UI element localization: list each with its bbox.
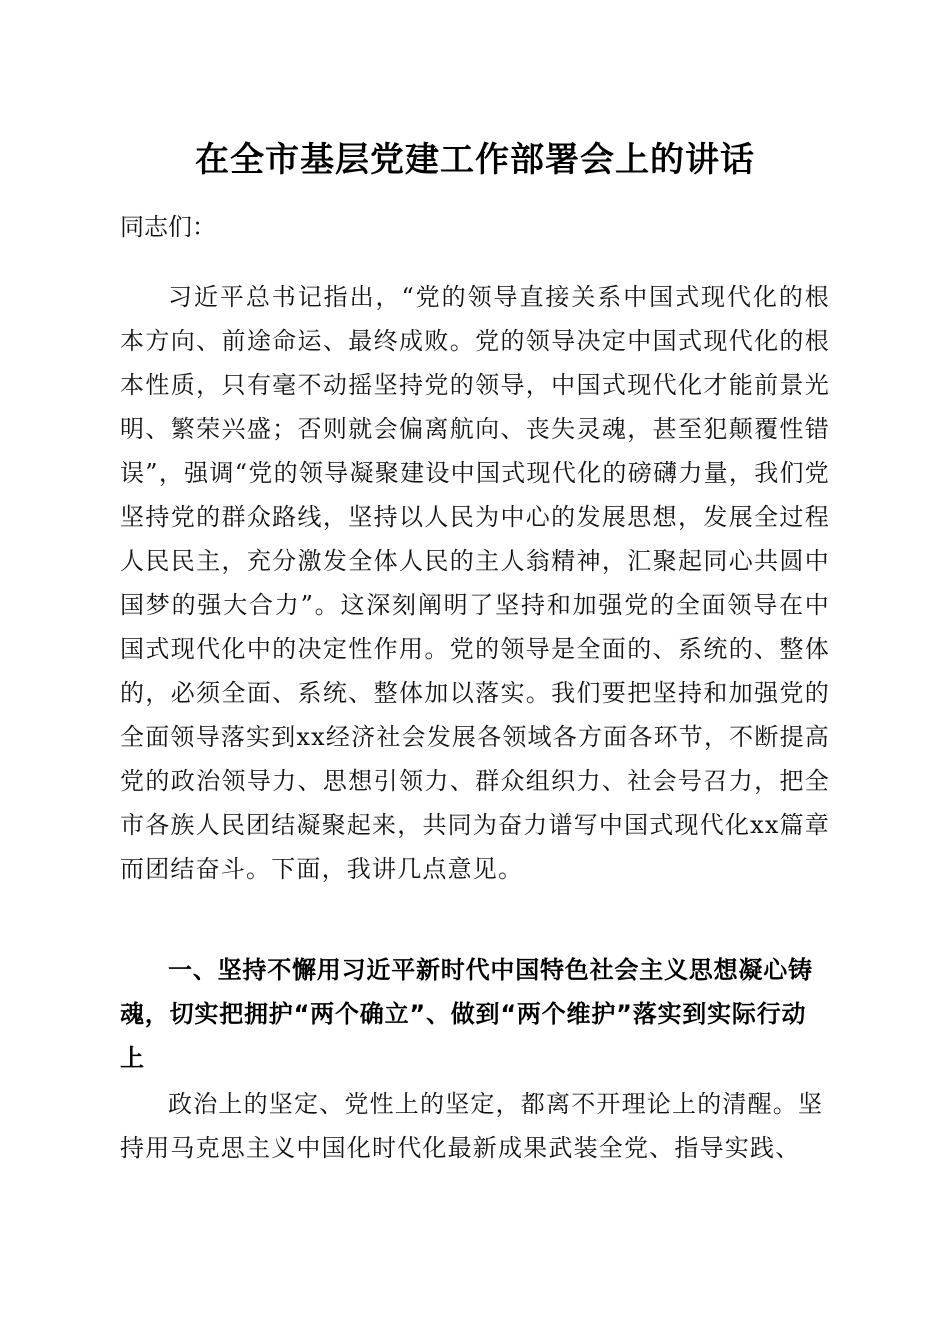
salutation: 同志们： — [120, 213, 216, 241]
section-paragraph: 政治上的坚定、党性上的坚定，都离不开理论上的清醒。坚持用马克思主义中国化时代化最新成果武装全党、指导实践、 — [120, 1090, 824, 1162]
body-paragraph: 习近平总书记指出，“党的领导直接关系中国式现代化的根本方向、前途命运、最终成败。党的领导决定中国式现代化的根本性质，只有毫不动摇坚持党的领导，中国式现代化才能前景光明、繁荣兴盛；否则就会偏离航向、丧失灵魂，甚至犯颠覆性错误”，强调“党的领导凝聚建设中国式现代化的磅礴力量，我们党坚持党的群众路线，坚持以人民为中心的发展思想，发展全过程人民民主，充分激发全体人民的主人翁精神，汇聚起同心共圆中国梦的强大合力”。这深刻阐明了坚持和加强党的全面领导在中国式现代化中的决定性作用。党的领导是全面的、系统的、整体的，必须全面、系统、整体加以落实。我们要把坚持和加强党的全面领导落实到xx经济社会发展各领域各方面各环节，不断提高党的政治领导力、思想引领力、群众组织力、社会号召力，把全市各族人民团结凝聚起来，共同为奋力谱写中国式现代化xx篇章而团结奋斗。下面，我讲几点意见。 — [120, 283, 830, 883]
section-heading: 一、坚持不懈用习近平新时代中国特色社会主义思想凝心铸魂，切实把拥护“两个确立”、做到“两个维护”落实到实际行动上 — [120, 956, 813, 1072]
document-title: 在全市基层党建工作部署会上的讲话 — [195, 140, 755, 180]
